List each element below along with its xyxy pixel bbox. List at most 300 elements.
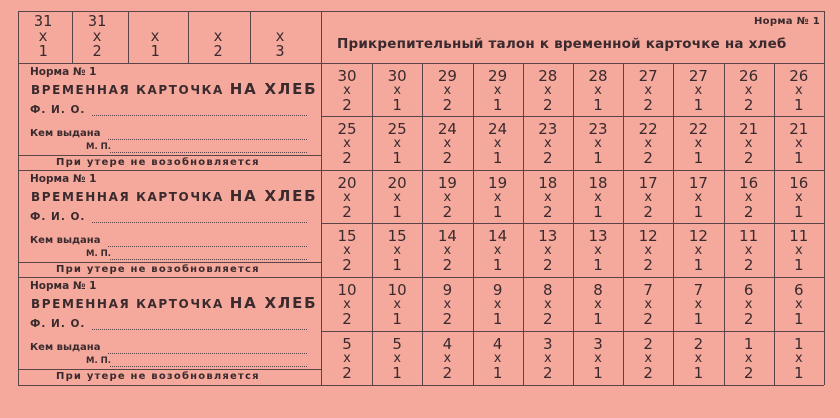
coupon-day: 14 <box>488 227 508 245</box>
coupon-cell[interactable] <box>781 176 817 220</box>
coupon-norm: 1 <box>492 149 503 167</box>
coupon-cell[interactable] <box>781 337 817 381</box>
coupon-mark: х <box>343 82 351 98</box>
coupon-norm: 1 <box>593 203 603 221</box>
coupon-cell[interactable] <box>630 229 666 273</box>
coupon-mark: х <box>594 189 602 205</box>
not-renewed-note: При утере не возобновляется <box>56 371 260 382</box>
coupon-norm: 2 <box>743 149 754 167</box>
coupon-mark: х <box>594 296 602 312</box>
coupon-cell[interactable] <box>580 337 616 381</box>
coupon-norm: 2 <box>442 203 453 221</box>
top-coupon-divider <box>128 11 129 63</box>
stamp-field-line[interactable] <box>110 366 307 367</box>
top-coupon[interactable] <box>140 14 170 59</box>
coupon-cell[interactable] <box>731 283 767 327</box>
coupon-norm: 1 <box>794 149 804 167</box>
coupon-day: 16 <box>739 174 759 192</box>
coupon-day: 9 <box>492 281 503 299</box>
coupon-day: 1 <box>794 335 804 353</box>
coupon-norm: 2 <box>643 256 653 274</box>
coupon-cell[interactable] <box>731 337 767 381</box>
coupon-cell[interactable] <box>429 283 465 327</box>
coupon-norm: 2 <box>643 310 653 328</box>
card-title-prefix: ВРЕМЕННАЯ КАРТОЧКА <box>31 297 230 311</box>
coupon-mark: х <box>443 82 452 98</box>
coupon-cell[interactable] <box>530 229 566 273</box>
note-top-line <box>18 155 321 156</box>
coupon-mark: х <box>343 296 351 312</box>
coupon-day: 15 <box>387 227 407 245</box>
coupon-norm: 2 <box>342 149 352 167</box>
coupon-day: 30 <box>387 67 407 85</box>
coupon-day: 13 <box>588 227 608 245</box>
coupon-cell[interactable] <box>329 69 365 113</box>
coupon-mark: х <box>594 350 602 366</box>
not-renewed-note: При утере не возобновляется <box>56 264 260 275</box>
coupon-norm: 1 <box>492 203 503 221</box>
coupon-cell[interactable] <box>480 337 516 381</box>
card-norma-label: Норма № 1 <box>30 66 97 78</box>
coupon-cell[interactable] <box>429 176 465 220</box>
coupon-day: 17 <box>638 174 658 192</box>
coupon-cell[interactable] <box>731 69 767 113</box>
coupon-cell[interactable] <box>530 69 566 113</box>
coupon-mark: х <box>794 189 803 205</box>
coupon-cell[interactable] <box>329 283 365 327</box>
coupon-cell[interactable] <box>429 229 465 273</box>
coupon-mark: х <box>594 82 602 98</box>
coupon-norm: 2 <box>643 149 653 167</box>
stamp-label: М. П. <box>86 142 111 152</box>
coupon-mark: х <box>744 135 753 151</box>
coupon-day: 26 <box>789 67 809 85</box>
coupon-norm: 1 <box>492 256 503 274</box>
coupon-cell[interactable] <box>530 176 566 220</box>
coupon-mark: х <box>393 242 402 258</box>
card-title <box>31 187 317 205</box>
coupon-mark: х <box>393 350 402 366</box>
coupon-cell[interactable] <box>630 283 666 327</box>
coupon-day: 7 <box>693 281 704 299</box>
coupon-norm: 2 <box>342 256 352 274</box>
coupon-mark: х <box>443 242 452 258</box>
coupon-cell[interactable] <box>630 337 666 381</box>
coupon-norm: 2 <box>342 96 352 114</box>
stamp-field-line[interactable] <box>110 259 307 260</box>
coupon-mark: х <box>744 296 753 312</box>
frame-right-line <box>824 11 825 385</box>
coupon-norm: 1 <box>593 310 603 328</box>
coupon-day: 20 <box>337 174 357 192</box>
coupon-norm: 1 <box>593 96 603 114</box>
coupon-norm: 2 <box>743 203 754 221</box>
coupon-mark: х <box>594 242 602 258</box>
coupon-norm: 1 <box>392 256 402 274</box>
coupon-mark: х <box>493 296 502 312</box>
coupon-day: 29 <box>488 67 508 85</box>
coupon-day: 9 <box>442 281 453 299</box>
coupon-mark: х <box>744 242 753 258</box>
frame-left-line <box>18 11 19 385</box>
coupon-cell[interactable] <box>429 337 465 381</box>
fio-field-line[interactable] <box>92 222 307 223</box>
coupon-norm: 1 <box>392 96 402 114</box>
coupon-mark: х <box>543 242 552 258</box>
top-coupon-mark: х <box>275 27 285 45</box>
coupon-mark: х <box>644 296 653 312</box>
top-coupon-mark: х <box>92 27 102 45</box>
coupon-day: 3 <box>543 335 553 353</box>
coupon-day: 30 <box>337 67 357 85</box>
coupon-mark: х <box>644 82 653 98</box>
coupon-norm: 1 <box>794 364 804 382</box>
coupon-norm: 1 <box>794 310 804 328</box>
coupon-day: 25 <box>337 120 357 138</box>
header-divider-line <box>18 63 824 64</box>
coupon-cell[interactable] <box>530 337 566 381</box>
fio-field-line[interactable] <box>92 329 307 330</box>
coupon-cell[interactable] <box>630 69 666 113</box>
header-title: Прикрепительный талон к временной карточке на хлеб <box>337 36 787 52</box>
coupon-cell[interactable] <box>329 229 365 273</box>
coupon-day: 2 <box>643 335 653 353</box>
coupon-mark: х <box>543 135 552 151</box>
coupon-cell[interactable] <box>429 122 465 166</box>
card-title <box>31 80 317 98</box>
coupon-cell[interactable] <box>480 69 516 113</box>
coupon-mark: х <box>543 296 552 312</box>
coupon-cell[interactable] <box>429 69 465 113</box>
coupon-day: 24 <box>437 120 457 138</box>
coupon-cell[interactable] <box>379 337 415 381</box>
coupon-day: 6 <box>794 281 804 299</box>
coupon-norm: 2 <box>442 310 453 328</box>
coupon-col-divider <box>673 63 674 385</box>
frame-top-line <box>18 11 824 12</box>
coupon-cell[interactable] <box>580 69 616 113</box>
coupon-day: 20 <box>387 174 407 192</box>
coupon-day: 11 <box>789 227 809 245</box>
coupon-day: 29 <box>437 67 457 85</box>
coupon-day: 17 <box>688 174 708 192</box>
coupon-mark: х <box>794 350 803 366</box>
coupon-mark: х <box>493 189 502 205</box>
coupon-mark: х <box>443 350 452 366</box>
top-coupon-day: 31 <box>33 12 53 30</box>
coupon-cell[interactable] <box>580 176 616 220</box>
issued-by-label: Кем выдана <box>30 342 101 353</box>
note-top-line <box>18 262 321 263</box>
coupon-day: 7 <box>643 281 653 299</box>
stamp-label: М. П. <box>86 249 111 259</box>
coupon-mark: х <box>393 135 402 151</box>
coupon-day: 5 <box>392 335 402 353</box>
coupon-cell[interactable] <box>781 283 817 327</box>
coupon-day: 6 <box>743 281 754 299</box>
coupon-day: 3 <box>593 335 603 353</box>
coupon-norm: 1 <box>392 203 402 221</box>
coupon-col-divider <box>473 63 474 385</box>
coupon-day: 16 <box>789 174 809 192</box>
coupon-cell[interactable] <box>630 122 666 166</box>
coupon-norm: 1 <box>794 96 804 114</box>
coupon-cell[interactable] <box>329 176 365 220</box>
coupon-day: 1 <box>743 335 754 353</box>
coupon-mark: х <box>393 189 402 205</box>
fio-field-line[interactable] <box>92 115 307 116</box>
top-coupon-norm: 2 <box>213 42 223 60</box>
coupon-day: 23 <box>538 120 558 138</box>
coupon-cell[interactable] <box>379 229 415 273</box>
top-coupon-divider <box>188 11 189 63</box>
top-coupon-norm: 3 <box>275 42 285 60</box>
coupon-mark: х <box>694 189 703 205</box>
coupon-mark: х <box>694 135 703 151</box>
coupon-cell[interactable] <box>580 229 616 273</box>
coupon-day: 27 <box>638 67 658 85</box>
coupon-cell[interactable] <box>731 122 767 166</box>
coupon-norm: 2 <box>342 203 352 221</box>
coupon-mark: х <box>343 189 351 205</box>
coupon-mark: х <box>644 242 653 258</box>
top-coupon[interactable] <box>203 14 233 59</box>
coupon-cell[interactable] <box>329 337 365 381</box>
coupon-mark: х <box>393 296 402 312</box>
coupon-norm: 2 <box>442 149 453 167</box>
coupon-day: 26 <box>739 67 759 85</box>
top-coupon[interactable] <box>82 14 112 59</box>
coupon-mark: х <box>343 135 351 151</box>
coupon-cell[interactable] <box>680 283 716 327</box>
coupon-norm: 1 <box>593 149 603 167</box>
coupon-norm: 1 <box>593 256 603 274</box>
coupon-mark: х <box>443 135 452 151</box>
coupon-norm: 2 <box>743 364 754 382</box>
coupon-cell[interactable] <box>680 337 716 381</box>
coupon-cell[interactable] <box>530 122 566 166</box>
coupon-mark: х <box>343 242 351 258</box>
coupon-day: 21 <box>739 120 759 138</box>
coupon-day: 4 <box>442 335 453 353</box>
coupon-norm: 1 <box>693 364 704 382</box>
card-title-prefix: ВРЕМЕННАЯ КАРТОЧКА <box>31 190 230 204</box>
coupon-cell[interactable] <box>731 176 767 220</box>
card-norma-label: Норма № 1 <box>30 280 97 292</box>
coupon-day: 14 <box>437 227 457 245</box>
coupon-cell[interactable] <box>480 122 516 166</box>
card-block-divider <box>18 170 824 171</box>
issued-by-field-line[interactable] <box>108 139 307 140</box>
coupon-cell[interactable] <box>480 283 516 327</box>
coupon-mark: х <box>794 135 803 151</box>
coupon-norm: 2 <box>442 96 453 114</box>
coupon-norm: 1 <box>593 364 603 382</box>
coupon-mark: х <box>543 350 552 366</box>
coupon-norm: 2 <box>442 364 453 382</box>
card-block-divider <box>18 277 824 278</box>
coupon-day: 23 <box>588 120 608 138</box>
coupon-cell[interactable] <box>480 229 516 273</box>
stamp-field-line[interactable] <box>110 152 307 153</box>
top-coupon-norm: 2 <box>92 42 102 60</box>
coupon-day: 11 <box>739 227 759 245</box>
coupon-day: 8 <box>543 281 553 299</box>
coupon-cell[interactable] <box>379 122 415 166</box>
coupon-norm: 2 <box>543 364 553 382</box>
not-renewed-note: При утере не возобновляется <box>56 157 260 168</box>
coupon-mark: х <box>694 242 703 258</box>
fio-label: Ф. И. О. <box>30 104 86 116</box>
coupon-mark: х <box>794 242 803 258</box>
fio-label: Ф. И. О. <box>30 211 86 223</box>
coupon-day: 10 <box>337 281 357 299</box>
issued-by-field-line[interactable] <box>108 246 307 247</box>
coupon-day: 10 <box>387 281 407 299</box>
coupon-mark: х <box>794 82 803 98</box>
coupon-norm: 2 <box>643 203 653 221</box>
coupon-cell[interactable] <box>580 283 616 327</box>
card-title <box>31 294 317 312</box>
card-title-suffix: НА ХЛЕБ <box>229 80 318 98</box>
coupon-norm: 1 <box>693 310 704 328</box>
card-title-prefix: ВРЕМЕННАЯ КАРТОЧКА <box>31 83 230 97</box>
coupon-day: 4 <box>492 335 503 353</box>
coupon-norm: 1 <box>693 256 704 274</box>
coupon-day: 28 <box>538 67 558 85</box>
coupon-cell[interactable] <box>379 69 415 113</box>
coupon-mark: х <box>543 82 552 98</box>
coupon-norm: 2 <box>342 310 352 328</box>
coupon-day: 5 <box>342 335 352 353</box>
coupon-mark: х <box>493 350 502 366</box>
coupon-day: 19 <box>437 174 457 192</box>
coupon-cell[interactable] <box>680 122 716 166</box>
coupon-mark: х <box>493 242 502 258</box>
coupon-cell[interactable] <box>781 69 817 113</box>
coupon-mark: х <box>694 296 703 312</box>
coupon-day: 2 <box>693 335 704 353</box>
coupon-mark: х <box>644 135 653 151</box>
coupon-norm: 2 <box>543 96 553 114</box>
coupon-norm: 2 <box>543 149 553 167</box>
coupon-day: 24 <box>488 120 508 138</box>
coupon-cell[interactable] <box>680 176 716 220</box>
fio-label: Ф. И. О. <box>30 318 86 330</box>
coupon-mark: х <box>744 82 753 98</box>
coupon-cell[interactable] <box>731 229 767 273</box>
coupon-cell[interactable] <box>480 176 516 220</box>
coupon-day: 28 <box>588 67 608 85</box>
card-title-suffix: НА ХЛЕБ <box>229 187 318 205</box>
coupon-norm: 1 <box>693 96 704 114</box>
top-coupon-mark: х <box>213 27 223 45</box>
header-norma-label: Норма № 1 <box>754 16 820 27</box>
coupon-mark: х <box>644 189 653 205</box>
top-coupon[interactable] <box>28 14 58 59</box>
coupon-col-divider <box>523 63 524 385</box>
coupon-norm: 1 <box>392 149 402 167</box>
coupon-mark: х <box>594 135 602 151</box>
coupon-day: 15 <box>337 227 357 245</box>
card-norma-label: Норма № 1 <box>30 173 97 185</box>
coupon-mark: х <box>493 135 502 151</box>
coupon-cell[interactable] <box>379 176 415 220</box>
coupon-col-divider <box>422 63 423 385</box>
coupon-norm: 1 <box>492 96 503 114</box>
coupon-day: 22 <box>688 120 708 138</box>
coupon-day: 13 <box>538 227 558 245</box>
coupon-day: 18 <box>588 174 608 192</box>
coupon-cell[interactable] <box>680 69 716 113</box>
coupon-mark: х <box>493 82 502 98</box>
coupon-cell[interactable] <box>680 229 716 273</box>
coupon-norm: 2 <box>643 364 653 382</box>
coupon-col-divider <box>372 63 373 385</box>
issued-by-label: Кем выдана <box>30 128 101 139</box>
coupon-norm: 1 <box>492 310 503 328</box>
coupon-norm: 2 <box>543 203 553 221</box>
coupon-day: 21 <box>789 120 809 138</box>
coupon-norm: 2 <box>743 256 754 274</box>
coupon-day: 12 <box>638 227 658 245</box>
coupon-cell[interactable] <box>630 176 666 220</box>
coupon-mark: х <box>694 350 703 366</box>
coupon-norm: 1 <box>492 364 503 382</box>
stamp-label: М. П. <box>86 356 111 366</box>
top-coupon[interactable] <box>265 14 295 59</box>
coupon-norm: 2 <box>743 96 754 114</box>
coupon-cell[interactable] <box>781 229 817 273</box>
column-divider-line <box>321 11 322 385</box>
coupon-norm: 2 <box>743 310 754 328</box>
top-coupon-divider <box>250 11 251 63</box>
coupon-norm: 1 <box>794 256 804 274</box>
coupon-cell[interactable] <box>329 122 365 166</box>
top-coupon-norm: 1 <box>150 42 160 60</box>
coupon-mark: х <box>794 296 803 312</box>
top-coupon-mark: х <box>38 27 48 45</box>
note-top-line <box>18 369 321 370</box>
top-coupon-day: 31 <box>87 12 107 30</box>
coupon-norm: 1 <box>392 364 402 382</box>
coupon-mark: х <box>393 82 402 98</box>
coupon-col-divider <box>573 63 574 385</box>
issued-by-field-line[interactable] <box>108 353 307 354</box>
coupon-cell[interactable] <box>580 122 616 166</box>
coupon-mark: х <box>543 189 552 205</box>
coupon-mark: х <box>744 189 753 205</box>
coupon-mark: х <box>644 350 653 366</box>
issued-by-label: Кем выдана <box>30 235 101 246</box>
coupon-col-divider <box>724 63 725 385</box>
coupon-col-divider <box>774 63 775 385</box>
coupon-mark: х <box>443 189 452 205</box>
card-title-suffix: НА ХЛЕБ <box>229 294 318 312</box>
coupon-day: 18 <box>538 174 558 192</box>
coupon-cell[interactable] <box>530 283 566 327</box>
coupon-cell[interactable] <box>781 122 817 166</box>
coupon-day: 25 <box>387 120 407 138</box>
coupon-day: 8 <box>593 281 603 299</box>
coupon-norm: 2 <box>543 256 553 274</box>
coupon-day: 22 <box>638 120 658 138</box>
coupon-norm: 1 <box>693 203 704 221</box>
coupon-mark: х <box>694 82 703 98</box>
coupon-cell[interactable] <box>379 283 415 327</box>
coupon-mark: х <box>343 350 351 366</box>
coupon-norm: 2 <box>543 310 553 328</box>
